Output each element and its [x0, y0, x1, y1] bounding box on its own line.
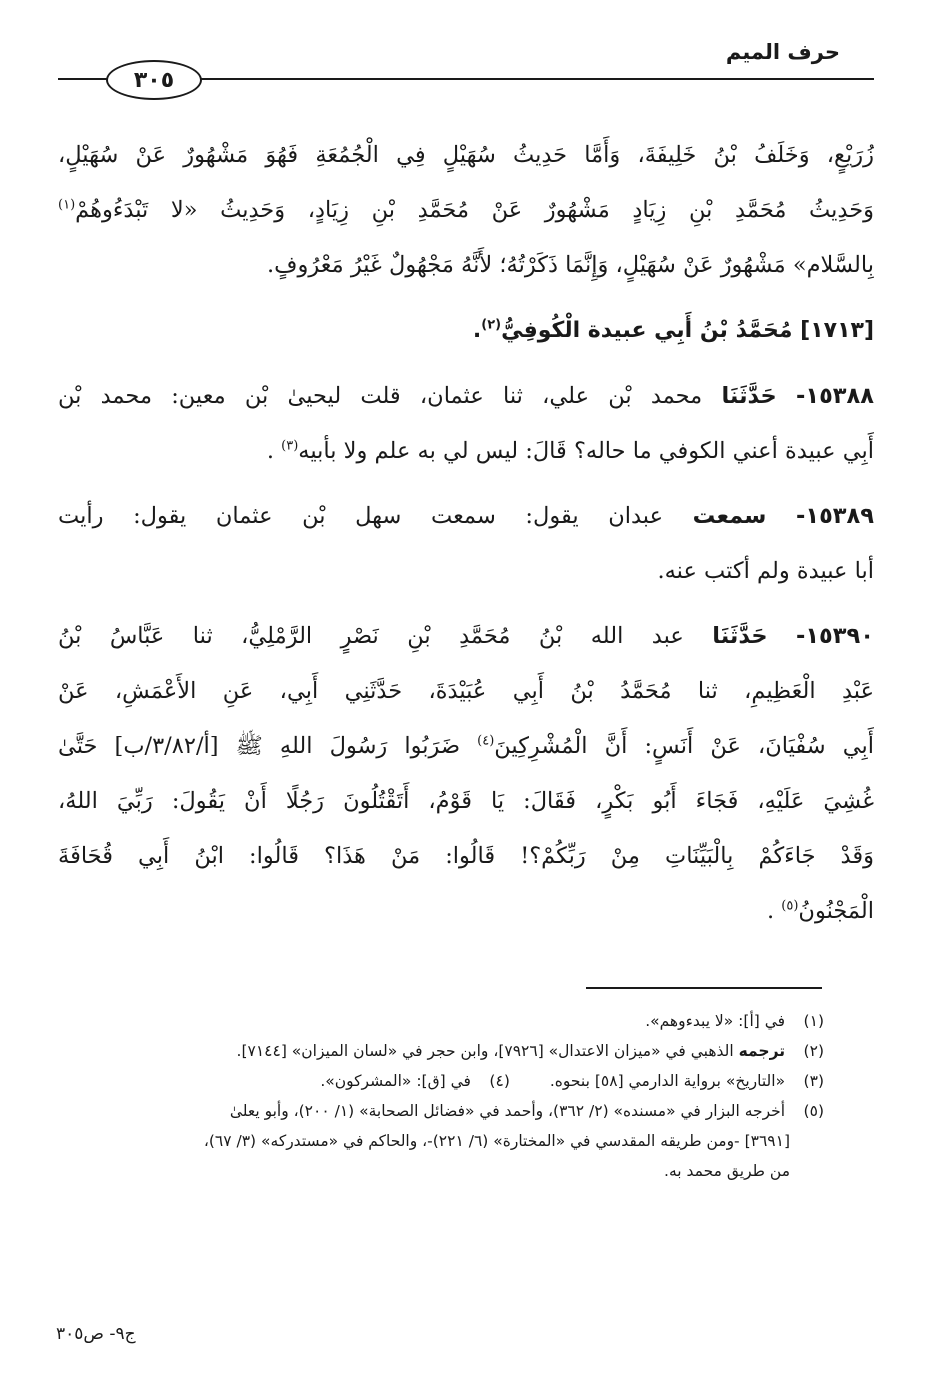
page-footer-ref: ج٩- ص٣٠٥ [56, 1324, 136, 1344]
footnote-number: (٢) [803, 1042, 824, 1060]
chapter-title: حرف الميم [725, 40, 840, 64]
footnote-number: (٤) [489, 1072, 510, 1090]
entry-heading [58, 303, 874, 359]
text-span: . [766, 898, 775, 924]
footnote-ref: (٢) [481, 317, 502, 333]
hadith-line: أبا عبيدة ولم أكتب عنه. [657, 558, 874, 584]
text-span: عبد الله بْنُ مُحَمَّدِ بْنِ نَصْرٍ الرَّمْلِيُّ، ثنا عَبَّاسُ بْنُ [58, 623, 684, 649]
footnote-text: «التاريخ» برواية الدارمي [٥٨] بنحوه. [549, 1072, 786, 1090]
footnotes [58, 1006, 824, 1186]
hadith-keyword: سمعت [692, 503, 767, 529]
hadith-line: وَقَدْ جَاءَكُمْ بِالْبَيِّنَاتِ مِنْ رَبِّكُمْ؟! قَالُوا: مَنْ هَذَا؟ قَالُوا: ابْنُ أَبِي قُحَافَةَ [58, 843, 874, 869]
footnote [58, 1006, 824, 1036]
footnote-number: (٣) [803, 1072, 824, 1090]
text-span: أَبِي عبيدة أعني الكوفي ما حاله؟ قَالَ: ليس لي به علم ولا بأبيه [298, 438, 874, 464]
main-text [58, 128, 874, 939]
footnote-number: (١) [803, 1012, 824, 1030]
text-span: . [472, 318, 482, 343]
hadith-keyword: حَدَّثَنَا [712, 623, 768, 649]
text-span: محمد بْن علي، ثنا عثمان، قلت ليحيىٰ بْن معين: محمد بْن [58, 383, 703, 409]
hadith-line [58, 884, 874, 939]
footnote-number: (٥) [803, 1102, 824, 1120]
entry-heading-text: [١٧١٣] مُحَمَّدُ بْنُ أَبِي عبيدة الْكُوفِيُّ [501, 318, 874, 343]
footnote-rule [586, 987, 822, 989]
footnote-continuation: [٣٦٩١] -ومن طريقه المقدسي في «المختارة» (٦/ ٢٢١)-، والحاكم في «مستدركه» (٣/ ٦٧)، [203, 1132, 790, 1150]
text-line: بِالسَّلام» مَشْهُورٌ عَنْ سُهَيْلٍ، وَإِنَّمَا ذَكَرْتُهُ؛ لأَنَّهُ مَجْهُولٌ غَيْرُ مَعْرُوفٍ. [267, 252, 874, 278]
hadith-line: عَبْدِ الْعَظِيمِ، ثنا مُحَمَّدُ بْنُ أَبِي عُبَيْدَةَ، حَدَّثَنِي أَبِي، عَنِ الأَعْمَشِ، عَنْ [58, 678, 874, 704]
page-number-oval [106, 60, 202, 100]
footnote-text: في [أ]: «لا يبدءوهم». [645, 1012, 786, 1030]
hadith-line: غُشِيَ عَلَيْهِ، فَجَاءَ أَبُو بَكْرٍ، فَقَالَ: يَا قَوْمُ، أَتَقْتُلُونَ رَجُلًا أَنْ يَقُولَ: رَبِّيَ اللهُ، [58, 788, 874, 814]
footnote [58, 1096, 824, 1126]
footnote-text: في [ق]: «المشركون». [320, 1072, 471, 1090]
page-number: ٣٠٥ [133, 67, 175, 93]
text-span: وَحَدِيثُ مُحَمَّدِ بْنِ زِيَادٍ مَشْهُورٌ عَنْ مُحَمَّدِ بْنِ زِيَادٍ، وَحَدِيثُ «لا تَبْدَءُوهُمْ [75, 197, 874, 223]
hadith-number: ١٥٣٨٨- [796, 383, 874, 409]
text-line [58, 183, 874, 238]
footnote-text: أخرجه البزار في «مسنده» (٢/ ٣٦٢)، وأحمد في «فضائل الصحابة» (١/ ٢٠٠)، وأبو يعلىٰ [229, 1102, 786, 1120]
hadith-keyword: حَدَّثَنَا [721, 383, 777, 409]
hadith-number: ١٥٣٨٩- [796, 503, 874, 529]
text-span: عبدان يقول: سمعت سهل بْن عثمان يقول: رأيت [58, 503, 664, 529]
hadith-line [58, 609, 874, 664]
hadith-line [58, 719, 874, 774]
footnote-ref: (٣) [281, 438, 299, 454]
text-span: ضَرَبُوا رَسُولَ اللهِ ﷺ [أ/٣/٨٢/ب] حَتَّىٰ [58, 733, 461, 759]
footnote-ref: (٤) [477, 733, 495, 749]
footnote-ref: (٥) [781, 898, 799, 914]
footnote-continuation: من طريق محمد به. [664, 1162, 790, 1180]
footnote [58, 1036, 824, 1066]
hadith-line [58, 424, 874, 479]
footnote-ref: (١) [58, 197, 76, 213]
hadith-line [58, 489, 874, 544]
text-line: زُرَيْعٍ، وَخَلَفُ بْنُ خَلِيفَةَ، وَأَمَّا حَدِيثُ سُهَيْلٍ فِي الْجُمُعَةِ فَهُوَ مَشْهُورٌ عَنْ سُهَيْلٍ، [58, 142, 874, 168]
footnote [58, 1066, 824, 1096]
hadith-number: ١٥٣٩٠- [795, 623, 874, 649]
footnote-bold: ترجمه [738, 1042, 786, 1060]
text-span: . [266, 438, 274, 464]
text-span: الْمَجْنُونُ [798, 898, 874, 924]
hadith-line [58, 369, 874, 424]
text-span: أَبِي سُفْيَانَ، عَنْ أَنَسٍ: أَنَّ الْمُشْرِكِينَ [494, 733, 874, 759]
footnote-text: الذهبي في «ميزان الاعتدال» [٧٩٢٦]، وابن حجر في «لسان الميزان» [٧١٤٤]. [236, 1042, 734, 1060]
